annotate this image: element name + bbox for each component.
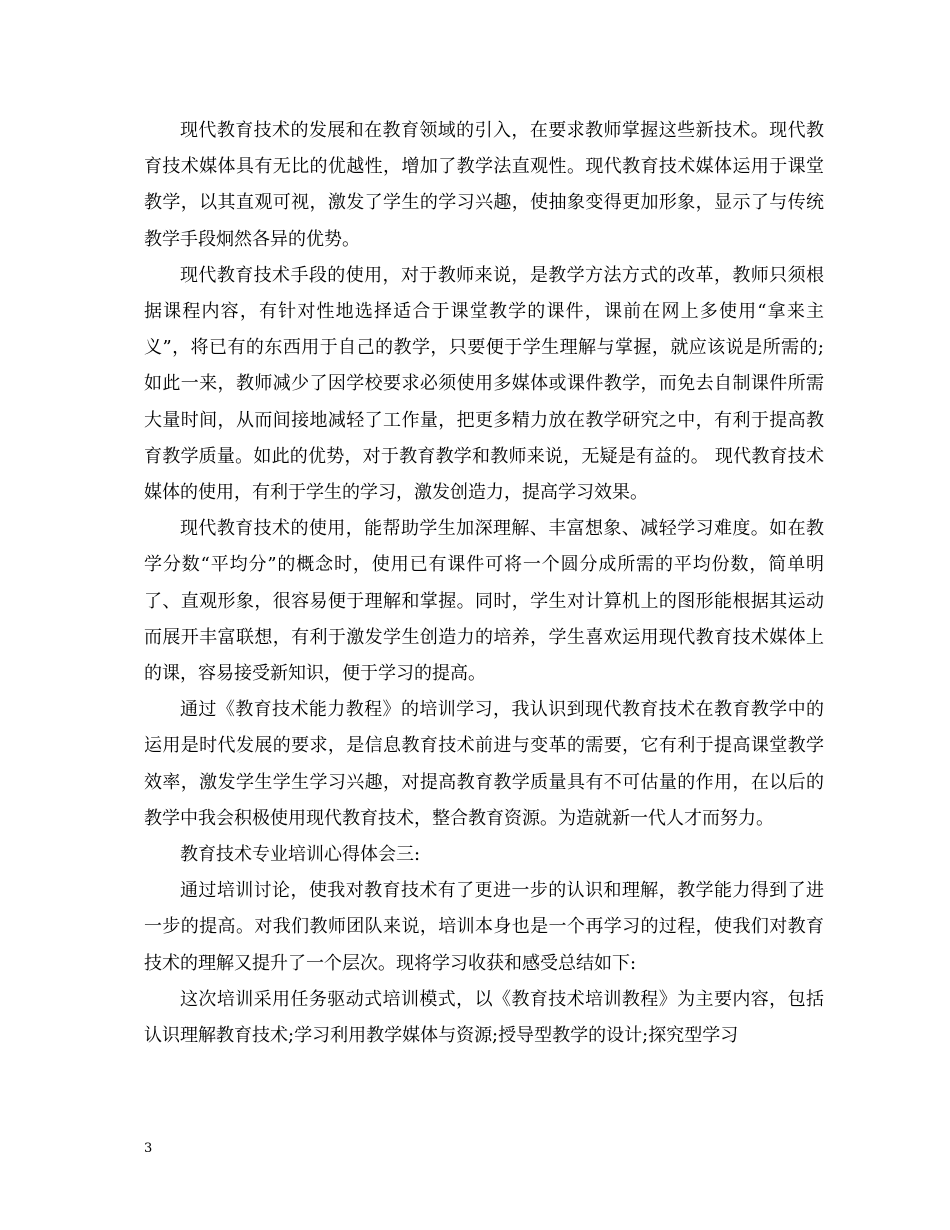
paragraph-1: 现代教育技术的发展和在教育领域的引入，在要求教师掌握这些新技术。现代教育技术媒体具有无比的优越性，增加了教学法直观性。现代教育技术媒体运用于课堂教学，以其直观可视，激发了学生的学习兴趣，使抽象变得更加形象，显示了与传统教学手段炯然各异的优势。 [144, 120, 824, 250]
section-heading: 教育技术专业培训心得体会三: [180, 844, 421, 866]
paragraph-3: 现代教育技术的使用，能帮助学生加深理解、丰富想象、减轻学习难度。如在教学分数“平均分”的概念时，使用已有课件可将一个圆分成所需的平均份数，简单明了、直观形象，很容易便于理解和掌握。同时，学生对计算机上的图形能根据其运动而展开丰富联想，有利于激发学生创造力的培养，学生喜欢运用现代教育技术媒体上的课，容易接受新知识，便于学习的提高。 [144, 518, 824, 685]
paragraph-4: 通过《教育技术能力教程》的培训学习，我认识到现代教育技术在教育教学中的运用是时代发展的要求，是信息教育技术前进与变革的需要，它有利于提高课堂教学效率，激发学生学生学习兴趣，对提高教育教学质量具有不可估量的作用，在以后的教学中我会积极使用现代教育技术，整合教育资源。为造就新一代人才而努力。 [144, 699, 824, 829]
paragraph-5: 通过培训讨论，使我对教育技术有了更进一步的认识和理解，教学能力得到了进一步的提高。对我们教师团队来说，培训本身也是一个再学习的过程，使我们对教育技术的理解又提升了一个层次。现将学习收获和感受总结如下: [144, 880, 824, 974]
paragraph-6: 这次培训采用任务驱动式培训模式，以《教育技术培训教程》为主要内容，包括认识理解教育技术;学习利用教学媒体与资源;授导型教学的设计;探究型学习 [144, 988, 824, 1047]
page-number: 3 [144, 1141, 153, 1156]
body-text [144, 113, 824, 1054]
paragraph-2: 现代教育技术手段的使用，对于教师来说，是教学方法方式的改革，教师只须根据课程内容，有针对性地选择适合于课堂教学的课件，课前在网上多使用“拿来主义”，将已有的东西用于自己的教学，只要便于学生理解与掌握，就应该说是所需的;如此一来，教师减少了因学校要求必须使用多媒体或课件教学，而免去自制课件所需大量时间，从而间接地减轻了工作量，把更多精力放在教学研究之中，有利于提高教育教学质量。如此的优势，对于教育教学和教师来说，无疑是有益的。 现代教育技术媒体的使用，有利于学生的学习，激发创造力，提高学习效果。 [144, 264, 824, 504]
